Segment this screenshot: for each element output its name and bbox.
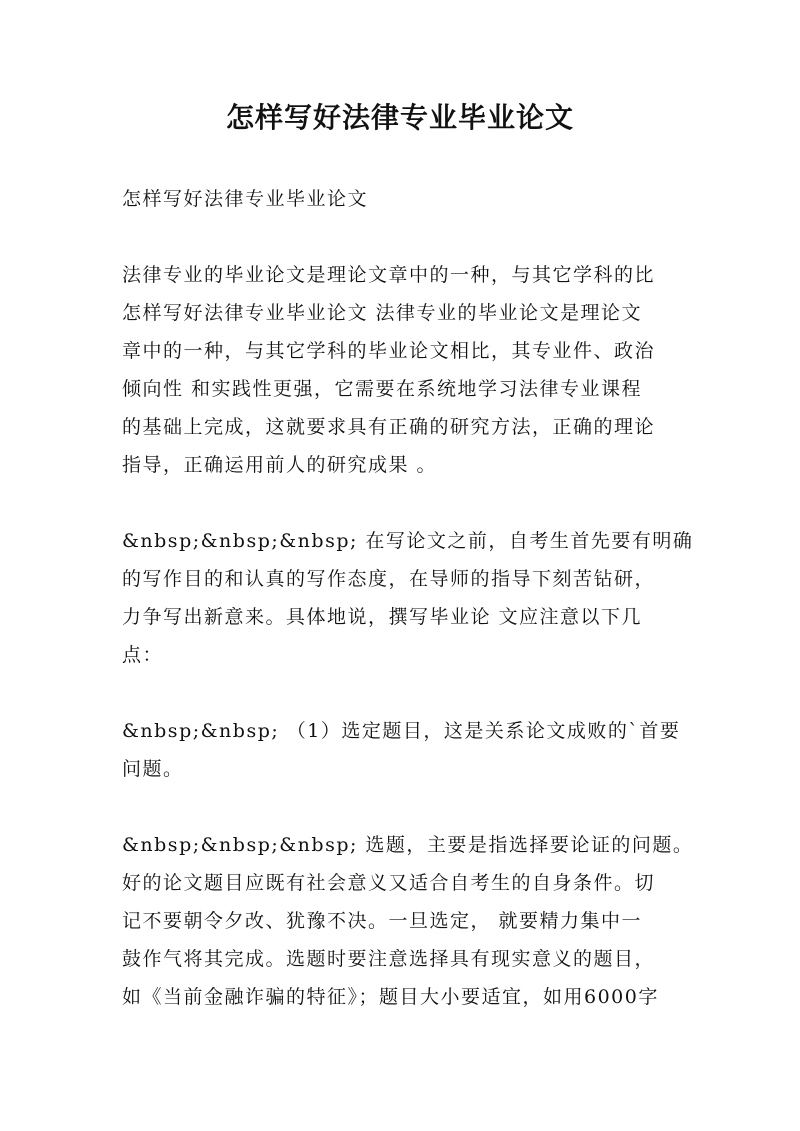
paragraph-line: 好的论文题目应既有社会意义又适合自考生的自身条件。切 <box>122 872 656 894</box>
paragraph-line: 怎样写好法律专业毕业论文 法律专业的毕业论文是理论文 <box>122 302 643 324</box>
document-body <box>122 180 694 1054</box>
paragraph <box>122 256 688 484</box>
paragraph <box>122 712 688 788</box>
paragraph-line: 法律专业的毕业论文是理论文章中的一种，与其它学科的比 <box>122 264 656 286</box>
paragraph-line: &nbsp;&nbsp;&nbsp; 选题，主要是指选择要论证的问题。 <box>122 834 694 856</box>
paragraph-line: &nbsp;&nbsp;&nbsp; 在写论文之前，自考生首先要有明确 <box>122 530 694 552</box>
paragraph-line: 章中的一种，与其它学科的毕业论文相比，其专业件、政治 <box>122 340 656 362</box>
paragraph-line: &nbsp;&nbsp; （1）选定题目，这是关系论文成败的`首要 <box>122 720 681 742</box>
paragraph-line: 的基础上完成，这就要求具有正确的研究方法，正确的理论 <box>122 416 656 438</box>
paragraph-line: 问题。 <box>122 758 184 780</box>
paragraph-line: 点： <box>122 644 164 666</box>
paragraph <box>122 522 694 674</box>
document-title: 怎样写好法律专业毕业论文 <box>225 101 574 134</box>
paragraph-line: 如《当前金融诈骗的特征》；题目大小要适宜，如用6000字 <box>122 986 659 1008</box>
document-subtitle: 怎样写好法律专业毕业论文 <box>122 188 369 210</box>
paragraph-line: 记不要朝令夕改、犹豫不决。一旦选定， 就要精力集中一 <box>122 910 643 932</box>
paragraph <box>122 826 694 1016</box>
paragraph-line: 倾向性 和实践性更强，它需要在系统地学习法律专业课程 <box>122 378 643 400</box>
paragraph-line: 的写作目的和认真的写作态度，在导师的指导下刻苦钻研， <box>122 568 656 590</box>
paragraph-line: 力争写出新意来。具体地说，撰写毕业论 文应注意以下几 <box>122 606 643 628</box>
paragraph-line: 鼓作气将其完成。选题时要注意选择具有现实意义的题目， <box>122 948 656 970</box>
paragraph-line: 指导，正确运用前人的研究成果 。 <box>122 454 438 476</box>
